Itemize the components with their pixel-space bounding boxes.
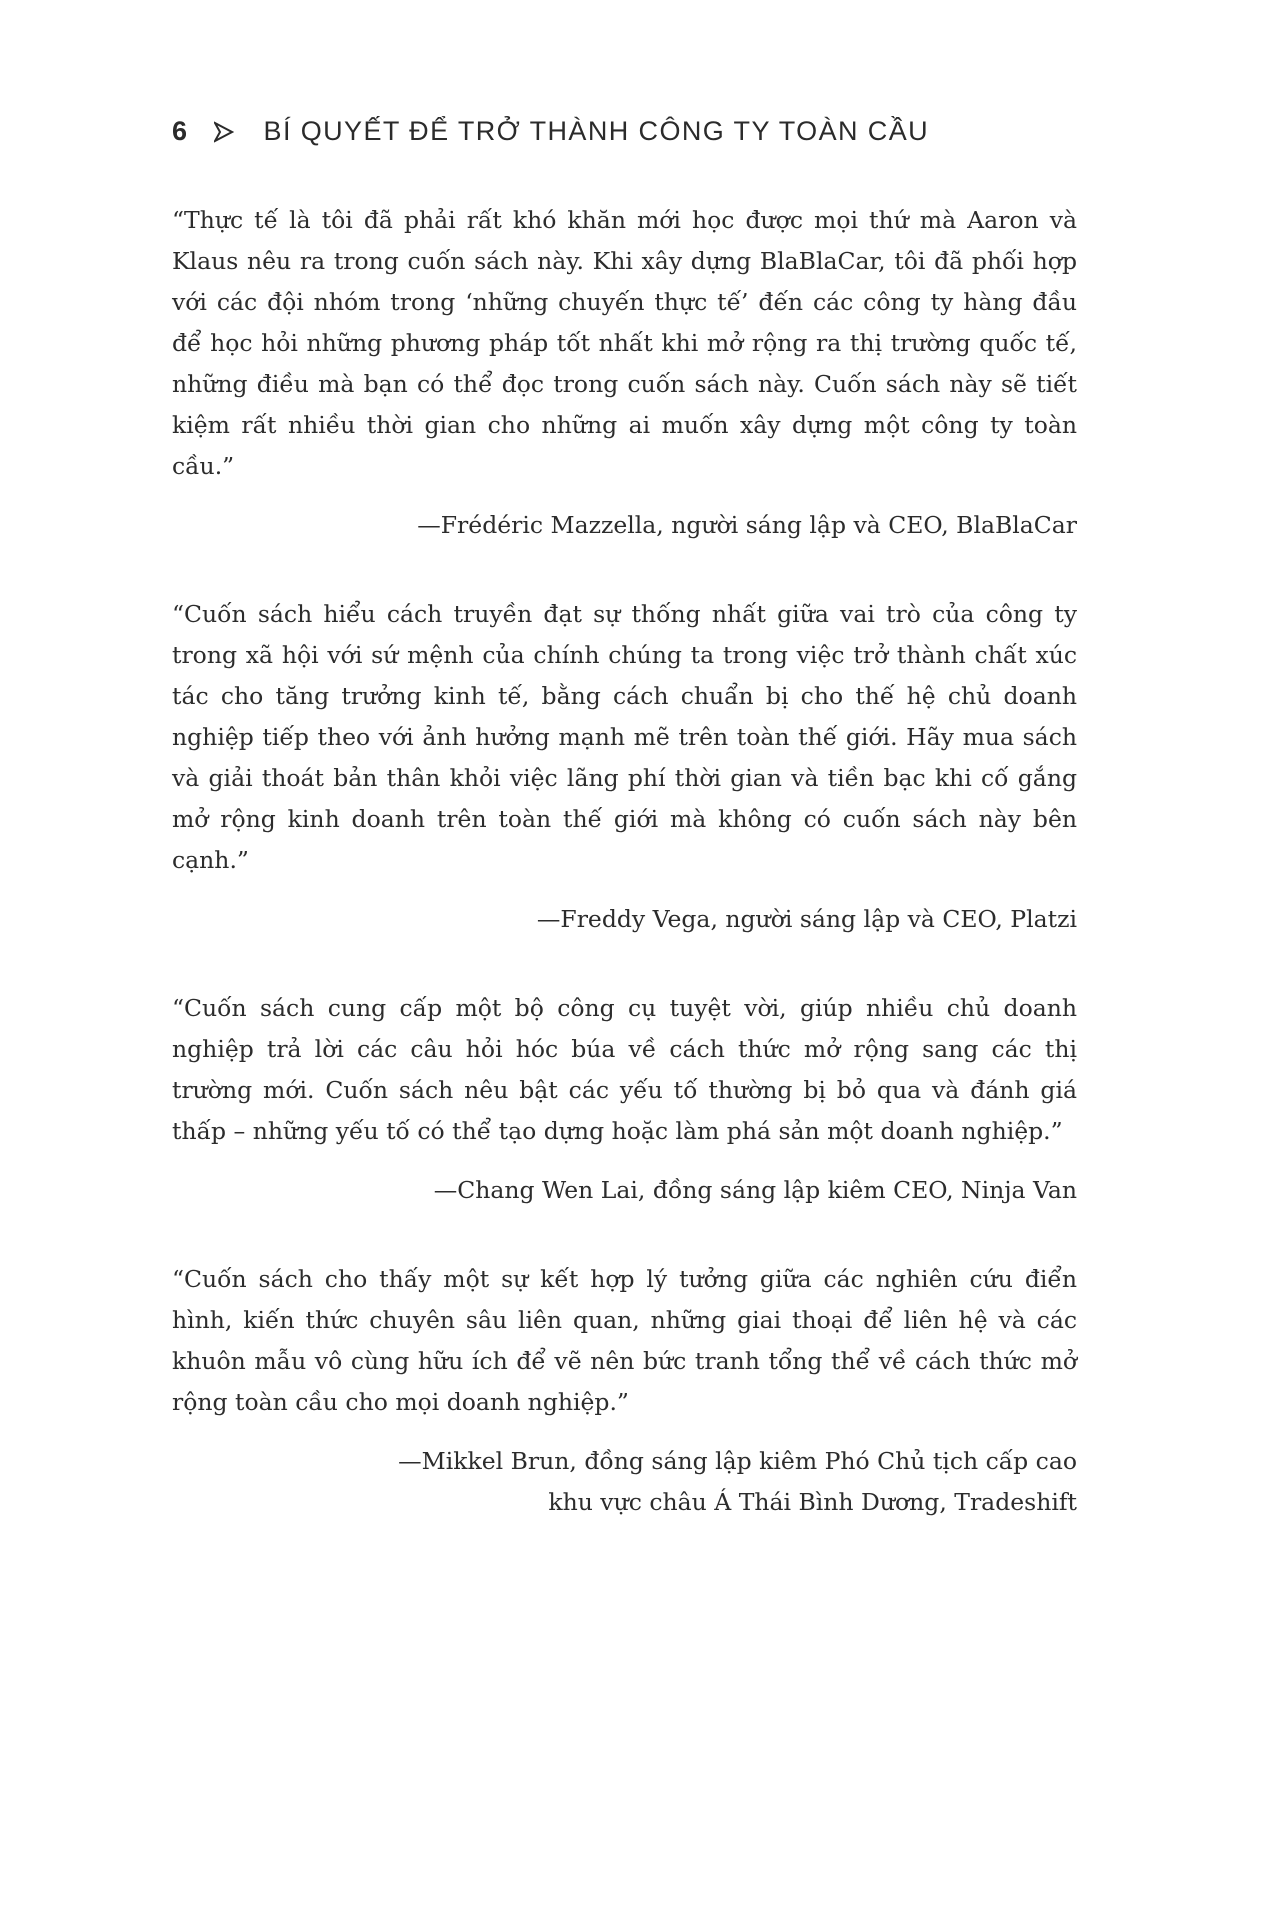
testimonial-quote: “Cuốn sách cung cấp một bộ công cụ tuyệt vời, giúp nhiều chủ doanh nghiệp trả lời các câu hỏi hóc búa về cách thức mở rộng sang các thị trường mới. Cuốn sách nêu bật các yếu tố thường bị bỏ qua và đánh giá thấp – những yếu tố có thể tạo dựng hoặc làm phá sản một doanh nghiệp.” — [172, 994, 1077, 1145]
testimonial-quote: “Cuốn sách cho thấy một sự kết hợp lý tưởng giữa các nghiên cứu điển hình, kiến thức chuyên sâu liên quan, những giai thoại để liên hệ và các khuôn mẫu vô cùng hữu ích để vẽ nên bức tranh tổng thể về cách thức mở rộng toàn cầu cho mọi doanh nghiệp.” — [172, 1265, 1077, 1416]
attribution-line: —Chang Wen Lai, đồng sáng lập kiêm CEO, Ninja Van — [433, 1176, 1077, 1204]
testimonial-attribution — [172, 505, 1077, 546]
running-title: BÍ QUYẾT ĐỂ TRỞ THÀNH CÔNG TY TOÀN CẦU — [263, 116, 930, 146]
testimonial — [172, 594, 1077, 940]
arrowhead-icon — [214, 121, 234, 143]
attribution-line: —Mikkel Brun, đồng sáng lập kiêm Phó Chủ tịch cấp cao — [398, 1447, 1077, 1475]
attribution-line: khu vực châu Á Thái Bình Dương, Tradeshift — [548, 1488, 1077, 1516]
testimonial — [172, 988, 1077, 1211]
testimonial-quote: “Cuốn sách hiểu cách truyền đạt sự thống nhất giữa vai trò của công ty trong xã hội với sứ mệnh của chính chúng ta trong việc trở thành chất xúc tác cho tăng trưởng kinh tế, bằng cách chuẩn bị cho thế hệ chủ doanh nghiệp tiếp theo với ảnh hưởng mạnh mẽ trên toàn thế giới. Hãy mua sách và giải thoát bản thân khỏi việc lãng phí thời gian và tiền bạc khi cố gắng mở rộng kinh doanh trên toàn thế giới mà không có cuốn sách này bên cạnh.” — [172, 600, 1077, 874]
testimonial — [172, 200, 1077, 546]
attribution-line: —Freddy Vega, người sáng lập và CEO, Platzi — [536, 905, 1077, 933]
testimonial-attribution — [172, 899, 1077, 940]
testimonials — [172, 200, 1077, 1523]
testimonial-attribution — [172, 1170, 1077, 1211]
page-header — [172, 116, 929, 147]
testimonial-quote: “Thực tế là tôi đã phải rất khó khăn mới học được mọi thứ mà Aaron và Klaus nêu ra trong cuốn sách này. Khi xây dựng BlaBlaCar, tôi đã phối hợp với các đội nhóm trong ‘những chuyến thực tế’ đến các công ty hàng đầu để học hỏi những phương pháp tốt nhất khi mở rộng ra thị trường quốc tế, những điều mà bạn có thể đọc trong cuốn sách này. Cuốn sách này sẽ tiết kiệm rất nhiều thời gian cho những ai muốn xây dựng một công ty toàn cầu.” — [172, 206, 1077, 480]
testimonial-attribution — [172, 1441, 1077, 1523]
attribution-line: —Frédéric Mazzella, người sáng lập và CEO, BlaBlaCar — [417, 511, 1077, 539]
page-number: 6 — [172, 116, 188, 146]
testimonial — [172, 1259, 1077, 1523]
